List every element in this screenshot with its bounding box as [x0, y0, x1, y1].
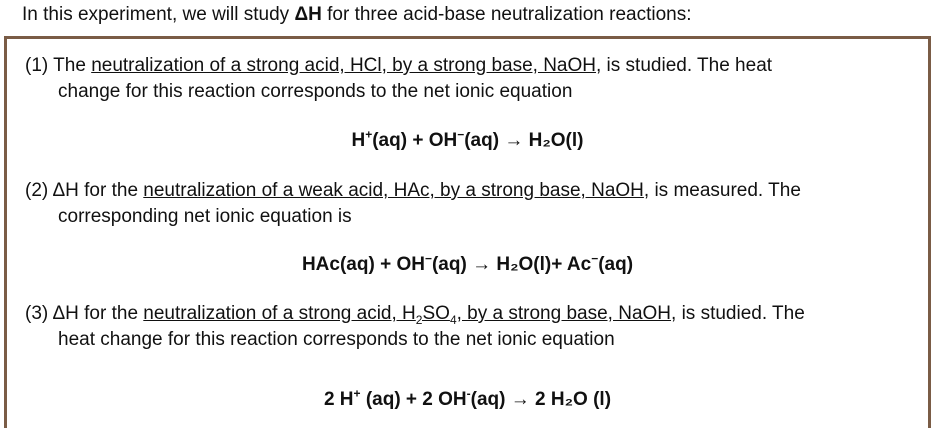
eq2-sup-2: − — [591, 251, 599, 266]
reaction-3-u3: , by a strong base, NaOH — [456, 303, 672, 324]
reaction-1-line-2: change for this reaction corresponds to the net ionic equation — [58, 81, 573, 102]
eq3-sup-2: - — [466, 386, 471, 401]
eq1-part-2: (aq) + OH — [372, 130, 458, 151]
reaction-2-prefix: (2) ΔH for the — [25, 180, 144, 201]
eq3-part-2: (aq) + 2 OH — [360, 389, 467, 410]
reaction-3-line-2: heat change for this reaction corresponds to the net ionic equation — [58, 329, 615, 350]
eq3-sup-1: + — [353, 386, 361, 401]
reaction-3-underlined — [143, 303, 672, 327]
reaction-2-line-1 — [25, 178, 801, 204]
reaction-3-prefix: (3) ΔH for the — [25, 303, 144, 324]
reactions-box — [4, 36, 931, 428]
reaction-3-sub2: 4 — [449, 312, 457, 327]
reaction-1-description — [25, 53, 772, 105]
eq2-part-1: HAc(aq) + OH — [301, 254, 425, 275]
eq1-sup-1: + — [365, 127, 373, 142]
reaction-3-description — [25, 301, 805, 353]
reaction-1-underlined: neutralization of a strong acid, HCl, by a strong base, NaOH — [91, 55, 596, 76]
intro-sentence — [22, 4, 692, 26]
equation-3 — [7, 386, 928, 411]
intro-suffix: for three acid-base neutralization reactions: — [321, 4, 692, 25]
eq1-sup-2: − — [457, 127, 465, 142]
eq1-part-3: (aq) → H₂O(l) — [464, 130, 584, 151]
reaction-3-sub1: 2 — [415, 312, 423, 327]
intro-prefix: In this experiment, we will study — [22, 4, 295, 25]
delta-h-symbol: ΔH — [294, 4, 322, 25]
equation-1 — [7, 127, 928, 152]
reaction-3-u1: neutralization of a strong acid, H — [143, 303, 416, 324]
eq3-part-1: 2 H — [323, 389, 354, 410]
reaction-1-prefix: (1) The — [25, 55, 92, 76]
eq2-part-3: (aq) — [598, 254, 634, 275]
reaction-1-line-1 — [25, 53, 772, 79]
reaction-3-line-1 — [25, 301, 805, 327]
reaction-2-description — [25, 178, 801, 230]
eq2-sup-1: − — [424, 251, 432, 266]
reaction-2-suffix: , is measured. The — [643, 180, 801, 201]
reaction-3-suffix: , is studied. The — [671, 303, 805, 324]
reaction-3-u2: SO — [422, 303, 450, 324]
reaction-2-underlined: neutralization of a weak acid, HAc, by a strong base, NaOH — [143, 180, 644, 201]
eq2-part-2: (aq) → H₂O(l)+ Ac — [431, 254, 592, 275]
reaction-1-suffix: , is studied. The heat — [596, 55, 773, 76]
eq3-part-3: (aq) → 2 H₂O (l) — [470, 389, 612, 410]
reaction-2-line-2: corresponding net ionic equation is — [58, 206, 352, 227]
equation-2 — [7, 251, 928, 276]
eq1-part-1: H — [351, 130, 366, 151]
